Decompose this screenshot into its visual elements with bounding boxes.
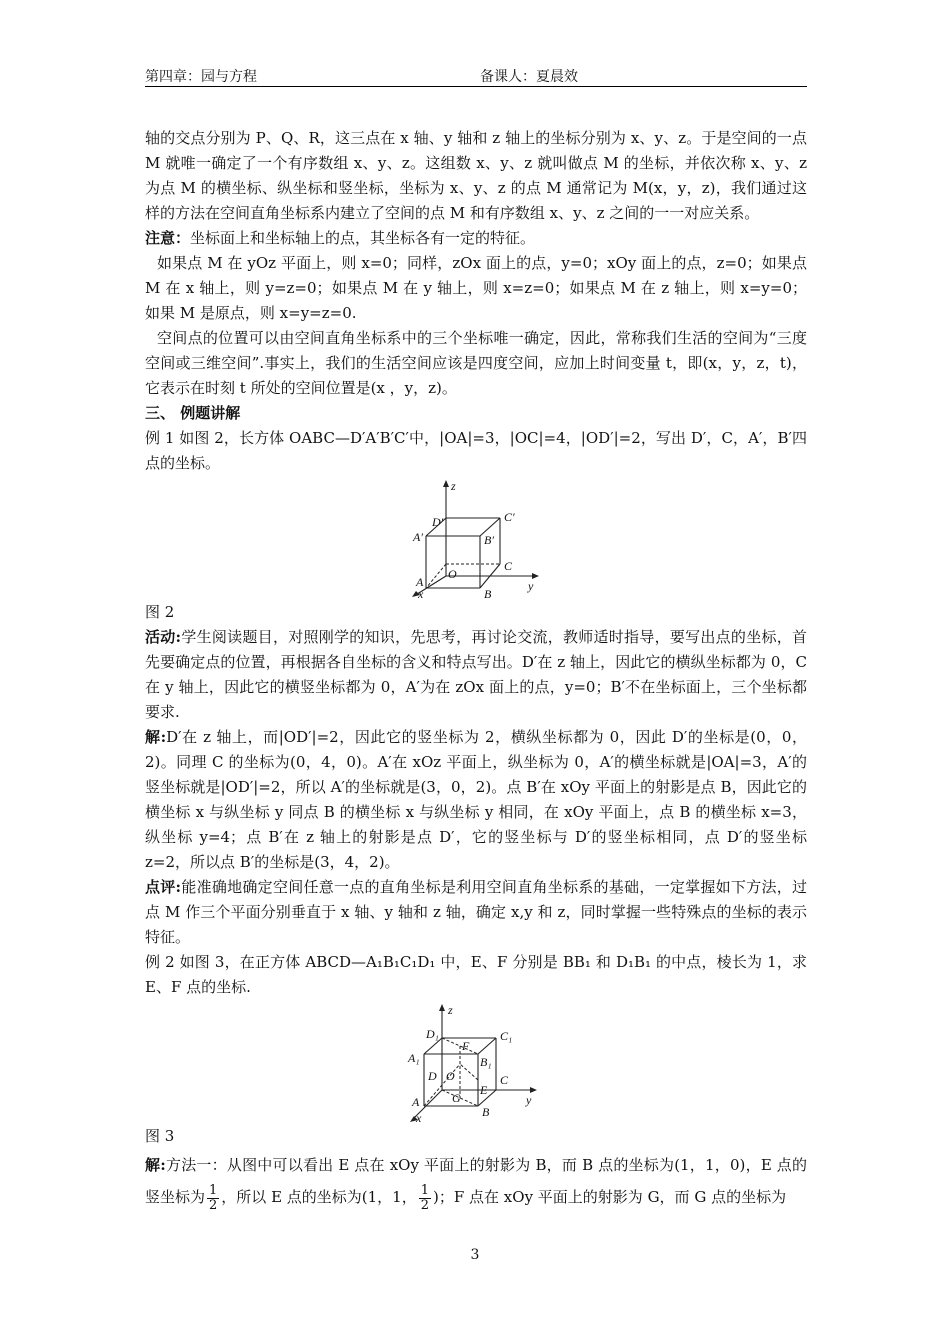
activity-paragraph: [145, 625, 807, 725]
label-D: D: [428, 1069, 437, 1083]
figure-3-cube-diagram: [396, 1004, 556, 1124]
solution-label: 解:: [145, 1156, 166, 1174]
label-y: y: [528, 579, 534, 593]
label-G: G: [452, 1091, 461, 1105]
label-x: x: [418, 587, 424, 600]
fraction-denominator: 2: [420, 1197, 430, 1213]
fraction-one-half: [419, 1184, 431, 1213]
solution-1-paragraph: [145, 725, 807, 875]
comment-text: 能准确地确定空间任意一点的直角坐标是利用空间直角坐标系的基础，一定掌握如下方法，过点 M 作三个平面分别垂直于 x 轴、y 轴和 z 轴，确定 x,y 和 z，同时掌握一些特殊点的坐标的表示特征。: [145, 878, 807, 946]
activity-label: 活动:: [145, 628, 182, 646]
z-arrowhead: [443, 480, 449, 487]
fraction-numerator: 1: [420, 1182, 430, 1198]
label-F: F: [462, 1039, 470, 1053]
label-D1: D₁: [426, 1027, 439, 1041]
fraction-numerator: 1: [209, 1182, 218, 1198]
example-1: 例 1 如图 2，长方体 OABC—D′A′B′C′中，|OA|=3，|OC|=4，|OD′|=2，写出 D′，C，A′，B′四点的坐标。: [145, 429, 807, 472]
label-z: z: [451, 480, 456, 493]
label-A1: A₁: [408, 1051, 420, 1065]
header-chapter: 第四章：园与方程: [145, 69, 257, 85]
fraction-denominator: 2: [209, 1197, 218, 1213]
label-B: B: [484, 587, 492, 600]
comment-paragraph: [145, 875, 807, 950]
label-z: z: [448, 1004, 453, 1017]
label-A: A: [416, 575, 424, 589]
solution-1-text: D′在 z 轴上，而|OD′|=2，因此它的竖坐标为 2，横纵坐标都为 0，因此 D′的坐标是(0，0，2)。同理 C 的坐标为(0，4，0)。A′在 xOz 平面上，纵坐标为 0，A′的横坐标就是|OA|=3，A′的竖坐标就是|OD′|=2，所以 A′的坐标就是(3，0，2)。点 B′在 xOy 平面上的射影是点 B，因此它的横坐标 x 与纵坐标 y 同点 B 的横坐标 x 与纵坐标 y 相同，在 xOy 平面上，点 B 的横坐标 x=3，纵坐标 y=4；点 B′在 z 轴上的射影是点 D′，它的竖坐标与 D′的竖坐标相同，点 D′的竖坐标 z=2，所以点 B′的坐标是(3，4，2)。: [145, 728, 807, 871]
solution-2-text-b: ，所以 E 点的坐标为(1，1，: [221, 1188, 417, 1206]
label-y: y: [526, 1093, 532, 1107]
label-B1: B₁: [480, 1055, 492, 1069]
document-body: [145, 126, 807, 1213]
label-C: C: [504, 559, 513, 573]
label-O: O: [446, 1069, 455, 1083]
section-heading: [145, 401, 807, 426]
page-header: [145, 64, 807, 87]
header-author: 备课人：夏晨效: [480, 69, 578, 85]
solution-2-paragraph: [145, 1149, 807, 1213]
label-Ap: A′: [413, 530, 423, 544]
solution-label: 解:: [145, 728, 167, 746]
label-C1: C₁: [500, 1029, 513, 1043]
label-O: O: [448, 567, 457, 581]
label-C: C: [500, 1073, 509, 1087]
label-Bp: B′: [484, 533, 494, 547]
label-A: A: [412, 1095, 420, 1109]
paragraph: 轴的交点分别为 P、Q、R，这三点在 x 轴、y 轴和 z 轴上的坐标分别为 x、y、z。于是空间的一点 M 就唯一确定了一个有序数组 x、y、z。这组数 x、y、z 就叫做点 M 的坐标，并依次称 x、y、z 为点 M 的横坐标、纵坐标和竖坐标，坐标为 x、y、z 的点 M 通常记为 M(x，y，z)，我们通过这样的方法在空间直角坐标系内建立了空间的点 M 和有序数组 x、y、z 之间的一一对应关系。: [145, 129, 807, 222]
paragraph: 如果点 M 在 yOz 平面上，则 x=0；同样，zOx 面上的点，y=0；xOy 面上的点，z=0；如果点 M 在 x 轴上，则 y=z=0；如果点 M 在 y 轴上，则 x=z=0；如果点 M 在 z 轴上，则 x=y=0；如果 M 是原点，则 x=y=z=0.: [145, 254, 807, 322]
label-Dp: D′: [432, 515, 444, 529]
fraction-one-half: [207, 1184, 219, 1213]
comment-label: 点评:: [145, 878, 182, 896]
label-x: x: [416, 1111, 422, 1124]
note-text: 坐标面上和坐标轴上的点，其坐标各有一定的特征。: [190, 229, 536, 247]
note-label: 注意：: [145, 229, 191, 247]
paragraph: 空间点的位置可以由空间直角坐标系中的三个坐标唯一确定，因此，常称我们生活的空间为“三度空间或三维空间”.事实上，我们的生活空间应该是四度空间，应加上时间变量 t，即(x，y，z，t)，它表示在时刻 t 所处的空间位置是(x ，y，z)。: [145, 329, 807, 397]
solution-2-text-c: )；F 点在 xOy 平面上的射影为 G，而 G 点的坐标为: [433, 1188, 787, 1206]
label-E: E: [480, 1083, 488, 1097]
figure-2-box-diagram: [396, 480, 556, 600]
section-heading-text: 三、 例题讲解: [145, 404, 241, 422]
figure-3-caption: 图 3: [145, 1127, 175, 1145]
activity-text: 学生阅读题目，对照刚学的知识，先思考，再讨论交流，教师适时指导，要写出点的坐标，首先要确定点的位置，再根据各自坐标的含义和特点写出。D′在 z 轴上，因此它的横纵坐标都为 0，C 在 y 轴上，因此它的横竖坐标都为 0，A′为在 zOx 面上的点，y=0；B′不在坐标面上，三个坐标都要求.: [145, 628, 807, 721]
example-2: 例 2 如图 3，在正方体 ABCD—A₁B₁C₁D₁ 中，E、F 分别是 BB₁ 和 D₁B₁ 的中点，棱长为 1，求 E、F 点的坐标.: [145, 953, 807, 996]
label-Cp: C′: [504, 510, 515, 524]
label-B: B: [482, 1105, 490, 1119]
note-paragraph: [145, 226, 807, 251]
page-number: 3: [470, 1247, 480, 1263]
solution-2-text-a: 方法一：从图中可以看出 E 点在 xOy 平面上的射影为 B，而 B 点的坐标为(1，1，0)，E 点的竖坐标为: [145, 1156, 807, 1206]
figure-2-caption: 图 2: [145, 603, 175, 621]
